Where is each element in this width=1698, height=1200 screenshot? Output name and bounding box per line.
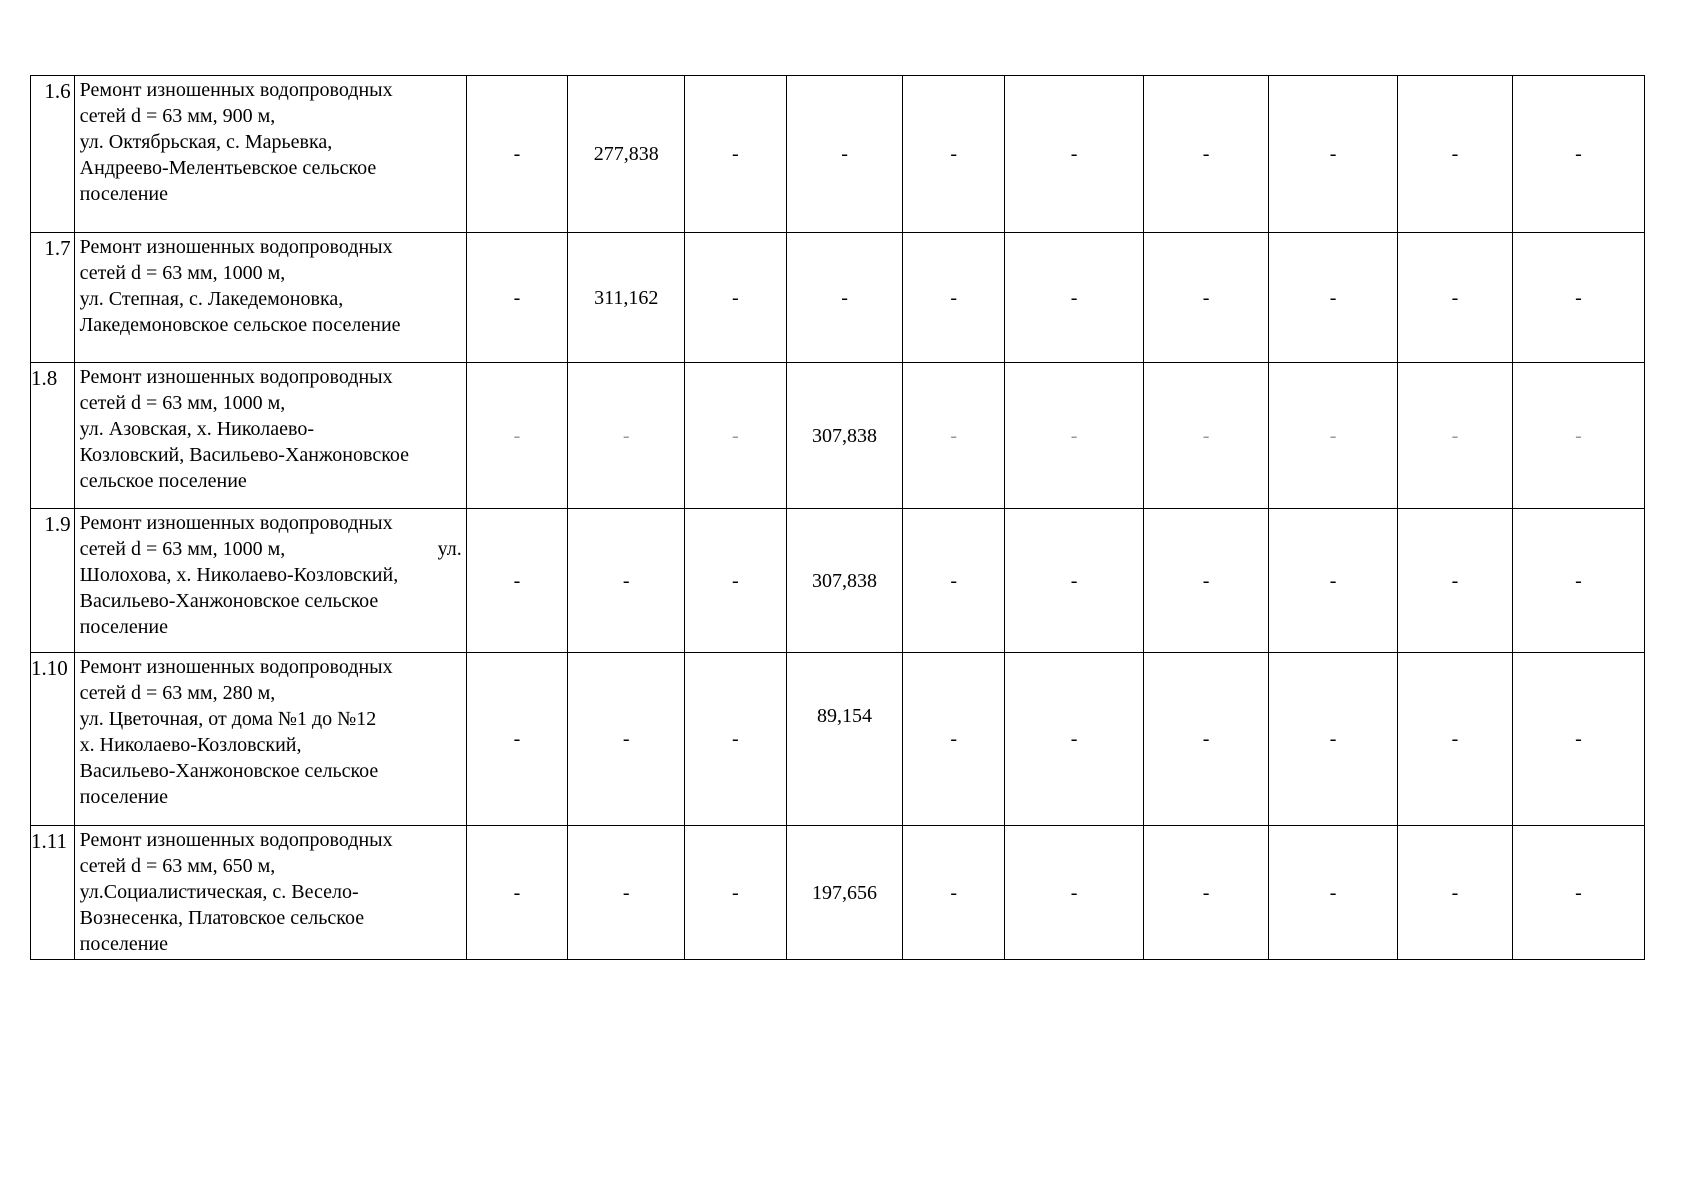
description-line: Васильево-Ханжоновское сельское: [79, 760, 379, 782]
description-line: ул.Социалистическая, с. Весело-: [79, 881, 359, 903]
value-cell: -: [466, 363, 568, 509]
description-line: ул. Степная, с. Лакедемоновка,: [79, 288, 344, 310]
value-cell: -: [568, 653, 685, 826]
work-description: [74, 233, 466, 363]
value-cell: -: [1005, 363, 1144, 509]
description-line: поселение: [79, 616, 169, 638]
value-cell: -: [1398, 363, 1513, 509]
works-table: [30, 75, 1645, 960]
value-cell: -: [1144, 76, 1269, 233]
row-number: 1.7: [31, 233, 75, 363]
value-cell: -: [786, 76, 903, 233]
value-cell: 311,162: [568, 233, 685, 363]
value-cell: 277,838: [568, 76, 685, 233]
value-cell: -: [1512, 76, 1644, 233]
value-cell: -: [685, 233, 787, 363]
value-cell: -: [1269, 233, 1398, 363]
value-cell: -: [903, 509, 1005, 653]
value-cell: -: [1269, 653, 1398, 826]
value-cell: -: [1005, 233, 1144, 363]
table-row: [31, 363, 1645, 509]
description-line: Вознесенка, Платовское сельское: [79, 907, 365, 929]
value-cell: -: [1144, 826, 1269, 960]
description-line: Ремонт изношенных водопроводных: [79, 79, 393, 101]
value-cell: -: [1005, 653, 1144, 826]
description-line-text: сетей d = 63 мм, 1000 м,: [79, 538, 286, 560]
description-line: поселение: [79, 786, 169, 808]
row-number: 1.9: [31, 509, 75, 653]
description-line: сетей d = 63 мм, 280 м,: [79, 682, 276, 704]
value-cell: -: [1398, 233, 1513, 363]
value-cell: -: [786, 233, 903, 363]
table-row: [31, 653, 1645, 826]
value-cell: -: [1269, 826, 1398, 960]
description-line: Ремонт изношенных водопроводных: [79, 512, 393, 534]
value-cell: -: [1269, 76, 1398, 233]
description-line: сельское поселение: [79, 470, 247, 492]
value-cell: -: [1398, 826, 1513, 960]
row-number: 1.11: [31, 826, 75, 960]
work-description: [74, 509, 466, 653]
table-row: [31, 826, 1645, 960]
value-cell: 307,838: [786, 509, 903, 653]
description-line: сетей d = 63 мм, 1000 м,: [79, 262, 286, 284]
value-cell: -: [1005, 76, 1144, 233]
value-cell: -: [1398, 76, 1513, 233]
work-description: [74, 653, 466, 826]
value-cell: -: [1398, 509, 1513, 653]
value-cell: -: [685, 826, 787, 960]
table-row: [31, 509, 1645, 653]
work-description: [74, 826, 466, 960]
table-row: [31, 76, 1645, 233]
description-line: Андреево-Мелентьевское сельское: [79, 157, 377, 179]
value-cell: 197,656: [786, 826, 903, 960]
description-line: Васильево-Ханжоновское сельское: [79, 590, 379, 612]
value-cell: -: [1269, 363, 1398, 509]
value-cell: -: [685, 653, 787, 826]
value-cell: -: [1005, 826, 1144, 960]
description-line: поселение: [79, 183, 169, 205]
value-cell: -: [685, 363, 787, 509]
description-line: Лакедемоновское сельское поселение: [79, 314, 401, 336]
description-line: ул. Октябрьская, с. Марьевка,: [79, 131, 333, 153]
value-cell: -: [1512, 363, 1644, 509]
value-cell: -: [568, 509, 685, 653]
value-cell: -: [1144, 653, 1269, 826]
value-cell: -: [466, 76, 568, 233]
description-line: Шолохова, х. Николаево-Козловский,: [79, 564, 399, 586]
value-cell: -: [903, 826, 1005, 960]
value-cell: -: [1512, 233, 1644, 363]
work-description: [74, 76, 466, 233]
description-line: поселение: [79, 933, 169, 955]
value-cell: -: [1144, 509, 1269, 653]
value-cell: -: [1144, 233, 1269, 363]
description-line: ул. Азовская, х. Николаево-: [79, 418, 314, 440]
description-line: Козловский, Васильево-Ханжоновское: [79, 444, 410, 466]
value-cell: -: [903, 363, 1005, 509]
value-cell: -: [903, 653, 1005, 826]
value-cell: -: [568, 826, 685, 960]
value-cell: -: [466, 233, 568, 363]
description-line: х. Николаево-Козловский,: [79, 734, 302, 756]
value-cell: -: [1512, 826, 1644, 960]
value-cell: 307,838: [786, 363, 903, 509]
description-line: [80, 536, 462, 562]
value-cell: -: [1269, 509, 1398, 653]
description-line: сетей d = 63 мм, 900 м,: [79, 105, 276, 127]
work-description: [74, 363, 466, 509]
table-row: [31, 233, 1645, 363]
description-line: Ремонт изношенных водопроводных: [79, 236, 393, 258]
value-cell: -: [466, 826, 568, 960]
row-number: 1.6: [31, 76, 75, 233]
description-line: Ремонт изношенных водопроводных: [79, 656, 393, 678]
value-cell: -: [1398, 653, 1513, 826]
value-cell: -: [685, 76, 787, 233]
value-cell: -: [1005, 509, 1144, 653]
value-cell: -: [1512, 509, 1644, 653]
description-line-tail: ул.: [437, 538, 462, 560]
value-cell: -: [1512, 653, 1644, 826]
value-cell: -: [568, 363, 685, 509]
value-cell: -: [903, 233, 1005, 363]
value-cell: -: [903, 76, 1005, 233]
description-line: сетей d = 63 мм, 1000 м,: [79, 392, 286, 414]
value-cell: -: [685, 509, 787, 653]
value-cell: -: [1144, 363, 1269, 509]
description-line: сетей d = 63 мм, 650 м,: [79, 855, 276, 877]
description-line: Ремонт изношенных водопроводных: [79, 829, 393, 851]
value-cell: -: [466, 653, 568, 826]
row-number: 1.10: [31, 653, 75, 826]
description-line: Ремонт изношенных водопроводных: [79, 366, 393, 388]
value-cell: -: [466, 509, 568, 653]
row-number: 1.8: [31, 363, 75, 509]
description-line: ул. Цветочная, от дома №1 до №12: [79, 708, 377, 730]
value-cell: 89,154: [786, 653, 903, 826]
